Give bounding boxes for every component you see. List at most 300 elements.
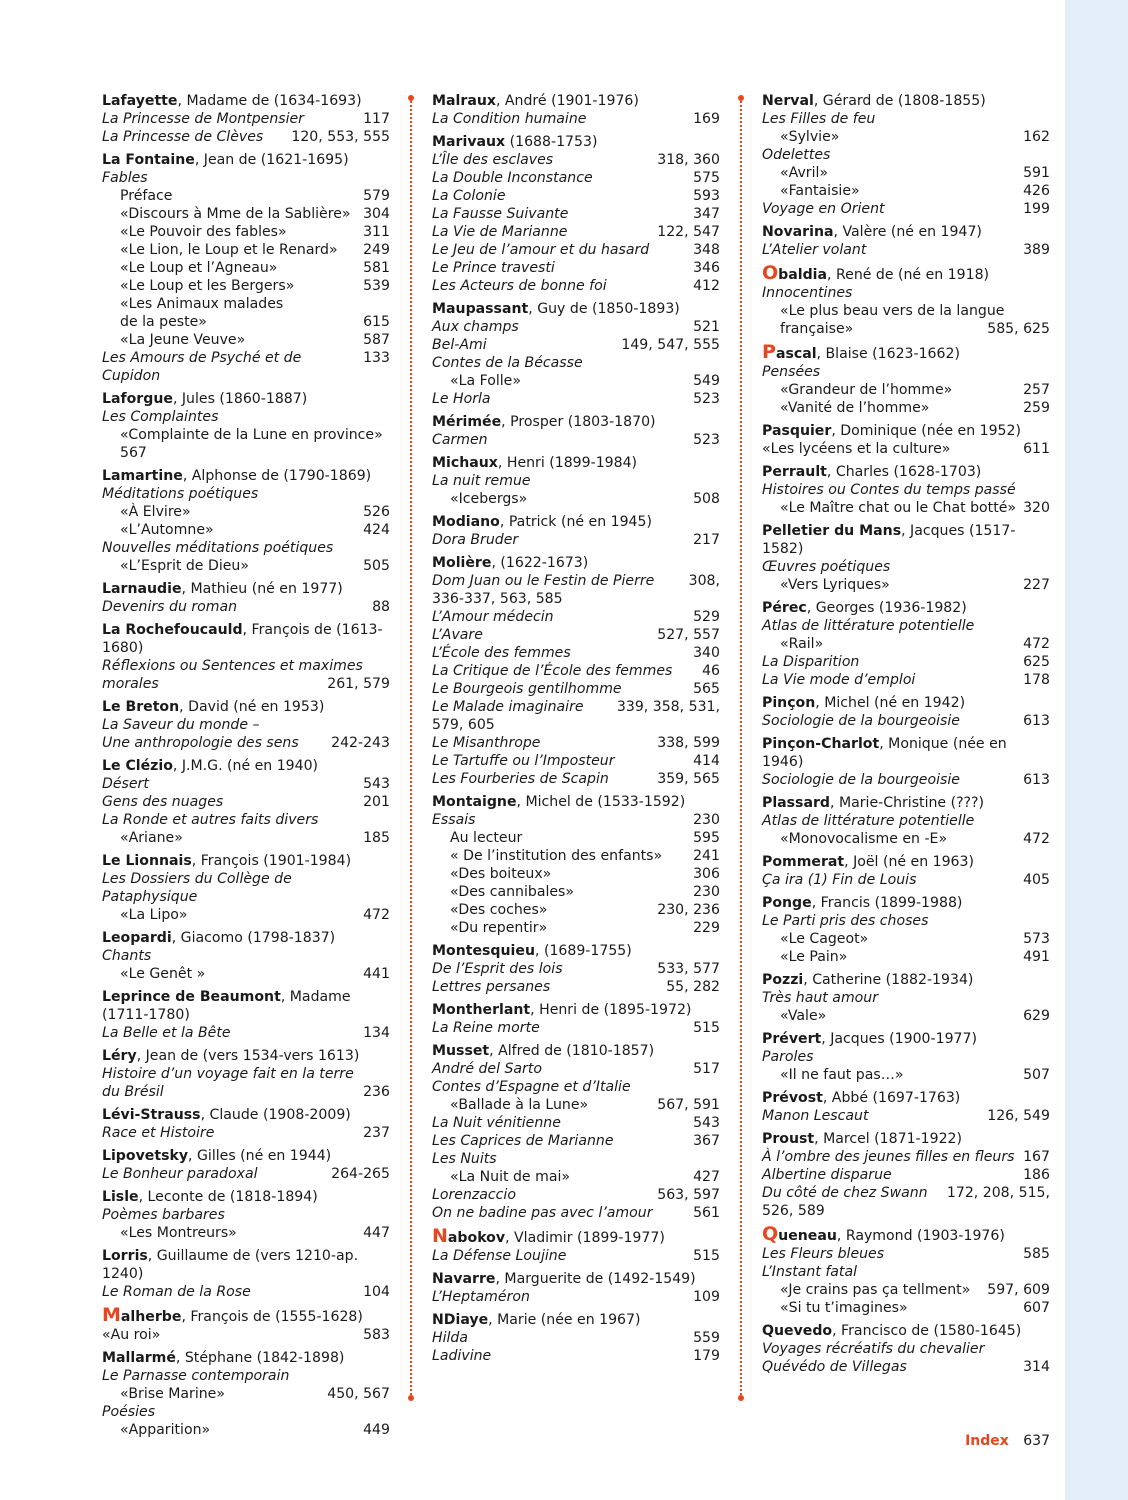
page-ref: 613 xyxy=(1023,713,1050,729)
index-line xyxy=(102,1065,390,1083)
index-line xyxy=(762,128,1050,146)
author-details: , Dominique (née en 1952) xyxy=(831,423,1021,439)
author-name: Pinçon xyxy=(762,695,816,711)
index-line xyxy=(762,712,1050,730)
sub-entry: «Le Maître chat ou le Chat botté» xyxy=(780,500,1017,516)
index-line xyxy=(762,164,1050,182)
section-initial: P xyxy=(762,341,776,363)
index-line xyxy=(762,576,1050,594)
work-title: Le Roman de la Rose xyxy=(102,1284,251,1300)
index-line xyxy=(432,336,720,354)
entry-heading xyxy=(102,1247,390,1283)
author-name: Quevedo xyxy=(762,1323,833,1339)
index-entry xyxy=(762,794,1050,848)
work-title: Albertine disparue xyxy=(762,1167,892,1183)
page-ref: 523 xyxy=(693,432,720,448)
entry-heading xyxy=(102,1188,390,1206)
index-line xyxy=(762,1202,1050,1220)
index-line xyxy=(102,187,390,205)
index-entry xyxy=(102,698,390,752)
section-initial: O xyxy=(762,262,779,284)
index-line xyxy=(102,1367,390,1385)
sub-entry: «La Nuit de mai» xyxy=(450,1169,570,1185)
page-ref: 134 xyxy=(363,1025,390,1041)
entry-heading xyxy=(762,1225,1050,1245)
page-ref: 169 xyxy=(693,111,720,127)
page-ref: 414 xyxy=(693,753,720,769)
sub-entry: «Le Genêt » xyxy=(120,966,206,982)
page-ref: 441 xyxy=(363,966,390,982)
index-entry xyxy=(762,599,1050,689)
sub-entry: «Le Pain» xyxy=(780,949,848,965)
author-name: Montesquieu xyxy=(432,943,535,959)
index-entry xyxy=(432,1270,720,1306)
work-title: La Saveur du monde – xyxy=(102,717,260,733)
entry-heading xyxy=(432,92,720,110)
author-details: , Jacques (1517-1582) xyxy=(762,523,1016,557)
page-ref: 585 xyxy=(1023,1246,1050,1262)
index-line xyxy=(762,1107,1050,1125)
work-title: Atlas de littérature potentielle xyxy=(762,618,975,634)
entry-heading xyxy=(432,1042,720,1060)
work-title: Chants xyxy=(102,948,152,964)
entry-heading xyxy=(102,1106,390,1124)
author-name: Navarre xyxy=(432,1271,496,1287)
work-title: Une anthropologie des sens xyxy=(102,735,299,751)
work-title: La Ronde et autres faits divers xyxy=(102,812,319,828)
sub-entry: «Des cannibales» xyxy=(450,884,575,900)
index-entry xyxy=(102,929,390,983)
author-name: La Rochefoucauld xyxy=(102,622,243,638)
author-name: Plassard xyxy=(762,795,830,811)
index-line xyxy=(102,408,390,426)
index-line xyxy=(102,557,390,575)
work-title: L’Île des esclaves xyxy=(432,152,554,168)
index-line xyxy=(762,635,1050,653)
page-ref: 611 xyxy=(1023,441,1050,457)
index-entry xyxy=(762,853,1050,889)
work-title: La Double Inconstance xyxy=(432,170,593,186)
index-line xyxy=(432,277,720,295)
author-name: Lafayette xyxy=(102,93,178,109)
work-title: La Colonie xyxy=(432,188,506,204)
author-details: , Monique (née en 1946) xyxy=(762,736,1007,770)
index-line xyxy=(432,770,720,788)
sub-entry: française» xyxy=(780,321,854,337)
index-entry xyxy=(102,390,390,462)
work-title: À l’ombre des jeunes filles en fleurs xyxy=(762,1149,1015,1165)
index-line xyxy=(432,1329,720,1347)
work-title: Bel-Ami xyxy=(432,337,487,353)
index-line xyxy=(432,1132,720,1150)
page-ref: 575 xyxy=(693,170,720,186)
author-details: , Vladimir (1899-1977) xyxy=(505,1230,665,1246)
index-entry xyxy=(102,621,390,693)
index-line xyxy=(102,349,390,385)
index-line xyxy=(102,485,390,503)
index-line xyxy=(432,1060,720,1078)
index-line xyxy=(102,734,390,752)
index-line xyxy=(432,883,720,901)
page-ref: 508 xyxy=(693,491,720,507)
entry-heading xyxy=(102,467,390,485)
work-title: Contes d’Espagne et d’Italie xyxy=(432,1079,631,1095)
sub-entry: «Icebergs» xyxy=(450,491,528,507)
sub-entry: «Avril» xyxy=(780,165,829,181)
index-entry xyxy=(762,343,1050,417)
index-line xyxy=(102,1283,390,1301)
page-ref: 533, 577 xyxy=(657,961,720,977)
author-details: , Giacomo (1798-1837) xyxy=(171,930,336,946)
work-title: Œuvres poétiques xyxy=(762,559,891,575)
index-line xyxy=(432,1150,720,1168)
page-ref: 55, 282 xyxy=(666,979,720,995)
sub-entry: Préface xyxy=(120,188,173,204)
line-text: 336-337, 563, 585 xyxy=(432,591,563,607)
page-ref: 587 xyxy=(363,332,390,348)
index-line xyxy=(102,947,390,965)
page-ref: 264-265 xyxy=(331,1166,390,1182)
page-ref: 346 xyxy=(693,260,720,276)
sub-entry: «Du repentir» xyxy=(450,920,548,936)
page-ref: 629 xyxy=(1023,1008,1050,1024)
index-line xyxy=(762,812,1050,830)
work-title: Aux champs xyxy=(432,319,519,335)
author-details: , Michel de (1533-1592) xyxy=(516,794,686,810)
index-line xyxy=(432,901,720,919)
index-entry xyxy=(102,580,390,616)
author-name: Nerval xyxy=(762,93,814,109)
index-line xyxy=(432,1168,720,1186)
page-ref: 109 xyxy=(693,1289,720,1305)
entry-heading xyxy=(762,971,1050,989)
index-line xyxy=(432,1019,720,1037)
index-line xyxy=(102,965,390,983)
page-ref: 186 xyxy=(1023,1167,1050,1183)
work-title: Poésies xyxy=(102,1404,156,1420)
entry-heading xyxy=(102,1306,390,1326)
column-divider xyxy=(740,97,742,1399)
sub-entry: «La Jeune Veuve» xyxy=(120,332,246,348)
page-ref: 517 xyxy=(693,1061,720,1077)
sub-entry: «L’Automne» xyxy=(120,522,214,538)
section-initial: Q xyxy=(762,1223,779,1245)
author-details: , Jean de (vers 1534-vers 1613) xyxy=(136,1048,360,1064)
index-entry xyxy=(102,757,390,847)
index-entry xyxy=(762,1130,1050,1220)
page-ref: 46 xyxy=(702,663,720,679)
page-ref: 359, 565 xyxy=(657,771,720,787)
work-title: La Vie de Marianne xyxy=(432,224,568,240)
author-details: , Gilles (né en 1944) xyxy=(188,1148,332,1164)
entry-heading xyxy=(432,300,720,318)
author-name: Le Lionnais xyxy=(102,853,192,869)
author-details: , Leconte de (1818-1894) xyxy=(138,1189,318,1205)
entry-heading xyxy=(102,698,390,716)
column-divider xyxy=(410,97,412,1399)
index-entry xyxy=(762,92,1050,218)
work-title: Les Caprices de Marianne xyxy=(432,1133,614,1149)
index-line xyxy=(102,657,390,675)
sub-entry: «Fantaisie» xyxy=(780,183,860,199)
index-entry xyxy=(102,467,390,575)
author-details: , François (1901-1984) xyxy=(191,853,352,869)
index-line xyxy=(432,151,720,169)
index-line xyxy=(432,1204,720,1222)
page-ref: 472 xyxy=(1023,831,1050,847)
index-line xyxy=(432,110,720,128)
index-line xyxy=(762,1148,1050,1166)
index-line xyxy=(102,906,390,924)
page-ref: 339, 358, 531, xyxy=(616,699,720,715)
work-title: Contes de la Bécasse xyxy=(432,355,583,371)
page-ref: 338, 599 xyxy=(657,735,720,751)
index-entry xyxy=(432,413,720,449)
entry-heading xyxy=(432,133,720,151)
work-title: L’Amour médecin xyxy=(432,609,554,625)
author-name: Prévert xyxy=(762,1031,822,1047)
work-title: morales xyxy=(102,676,159,692)
index-line xyxy=(762,399,1050,417)
author-name: Lamartine xyxy=(102,468,183,484)
author-name: Laforgue xyxy=(102,391,173,407)
index-line xyxy=(762,671,1050,689)
index-line xyxy=(762,110,1050,128)
sub-entry: «Le Cageot» xyxy=(780,931,869,947)
sub-entry: «Complainte de la Lune en province» xyxy=(120,427,383,443)
page-ref: 311 xyxy=(363,224,390,240)
author-details: , Marcel (1871-1922) xyxy=(814,1131,962,1147)
work-title: Voyages récréatifs du chevalier xyxy=(762,1341,985,1357)
page-ref: 241 xyxy=(693,848,720,864)
page-ref: 236 xyxy=(363,1084,390,1100)
index-line xyxy=(762,948,1050,966)
work-title: André del Sarto xyxy=(432,1061,543,1077)
sub-entry: «Le Lion, le Loup et le Renard» xyxy=(120,242,338,258)
index-entry xyxy=(432,92,720,128)
sub-entry: «Apparition» xyxy=(120,1422,211,1438)
page-ref: 249 xyxy=(363,242,390,258)
index-entry xyxy=(432,513,720,549)
index-line xyxy=(762,617,1050,635)
author-details: , Henri (1899-1984) xyxy=(497,455,638,471)
author-details: , Joël (né en 1963) xyxy=(844,854,974,870)
work-title: Ladivine xyxy=(432,1348,492,1364)
sub-entry: «Le plus beau vers de la langue xyxy=(780,303,1005,319)
index-entry xyxy=(762,894,1050,966)
sub-entry: «Si tu t’imagines» xyxy=(780,1300,908,1316)
author-details: , Jacques (1900-1977) xyxy=(821,1031,977,1047)
index-entry xyxy=(102,1247,390,1301)
author-details: , Alfred de (1810-1857) xyxy=(489,1043,655,1059)
work-title: Les Amours de Psyché et de Cupidon xyxy=(102,350,302,384)
index-entry xyxy=(102,1106,390,1142)
work-title: Atlas de littérature potentielle xyxy=(762,813,975,829)
author-name: Mallarmé xyxy=(102,1350,176,1366)
index-line xyxy=(762,1066,1050,1084)
index-line xyxy=(432,372,720,390)
index-line xyxy=(432,205,720,223)
page-ref: 412 xyxy=(693,278,720,294)
index-line xyxy=(762,1263,1050,1281)
work-title: La Disparition xyxy=(762,654,860,670)
author-name: Pozzi xyxy=(762,972,804,988)
page-ref: 172, 208, 515, xyxy=(946,1185,1050,1201)
author-name: Modiano xyxy=(432,514,500,530)
author-details: , Valère (né en 1947) xyxy=(833,224,982,240)
work-title: Le Misanthrope xyxy=(432,735,541,751)
index-line xyxy=(102,675,390,693)
author-details: , Catherine (1882-1934) xyxy=(803,972,974,988)
index-line xyxy=(102,793,390,811)
page-ref: 367 xyxy=(693,1133,720,1149)
line-text: «Au roi» xyxy=(102,1327,161,1343)
work-title: La Vie mode d’emploi xyxy=(762,672,916,688)
work-title: Le Jeu de l’amour et du hasard xyxy=(432,242,650,258)
index-line xyxy=(102,205,390,223)
index-line xyxy=(102,1421,390,1439)
page-ref: 625 xyxy=(1023,654,1050,670)
work-title: Gens des nuages xyxy=(102,794,224,810)
page-ref: 304 xyxy=(363,206,390,222)
section-initial: N xyxy=(432,1225,448,1247)
line-text: 579, 605 xyxy=(432,717,495,733)
page-ref: 526 xyxy=(363,504,390,520)
page-ref: 449 xyxy=(363,1422,390,1438)
index-line xyxy=(432,590,720,608)
sub-entry: «À Elvire» xyxy=(120,504,191,520)
author-details: , Gérard de (1808-1855) xyxy=(813,93,986,109)
work-title: De l’Esprit des lois xyxy=(432,961,563,977)
index-entry xyxy=(432,1042,720,1222)
index-line xyxy=(432,241,720,259)
sub-entry: «Sylvie» xyxy=(780,129,840,145)
page-ref: 607 xyxy=(1023,1300,1050,1316)
entry-heading xyxy=(432,1270,720,1288)
author-name: Ponge xyxy=(762,895,812,911)
page-ref: 340 xyxy=(693,645,720,661)
work-title: Les Filles de feu xyxy=(762,111,876,127)
page-ref: 507 xyxy=(1023,1067,1050,1083)
index-line xyxy=(762,653,1050,671)
work-title: Très haut amour xyxy=(762,990,879,1006)
index-entry xyxy=(432,793,720,937)
page-ref: 88 xyxy=(372,599,390,615)
sub-entry: «Je crains pas ça tellment» xyxy=(780,1282,971,1298)
index-entry xyxy=(102,988,390,1042)
page-ref: 427 xyxy=(693,1169,720,1185)
sub-entry: «Discours à Mme de la Sablière» xyxy=(120,206,351,222)
line-text: «Les lycéens et la culture» xyxy=(762,441,951,457)
index-line xyxy=(102,1083,390,1101)
page-ref: 308, xyxy=(688,573,720,589)
sub-entry: 567 xyxy=(120,445,147,461)
index-line xyxy=(762,481,1050,499)
page-ref: 591 xyxy=(1023,165,1050,181)
index-line xyxy=(102,1206,390,1224)
index-entry xyxy=(762,971,1050,1025)
work-title: Paroles xyxy=(762,1049,814,1065)
index-line xyxy=(432,318,720,336)
section-initial: M xyxy=(102,1304,121,1326)
work-title: Histoire d’un voyage fait en la terre xyxy=(102,1066,354,1082)
author-details: , Patrick (né en 1945) xyxy=(499,514,652,530)
page-ref: 347 xyxy=(693,206,720,222)
author-name: Lisle xyxy=(102,1189,139,1205)
index-line xyxy=(762,440,1050,458)
page-ref: 201 xyxy=(363,794,390,810)
index-line xyxy=(432,490,720,508)
author-details: , Alphonse de (1790-1869) xyxy=(182,468,372,484)
author-details: , Michel (né en 1942) xyxy=(815,695,966,711)
author-details: , Marguerite de (1492-1549) xyxy=(495,1271,696,1287)
page-ref: 320 xyxy=(1023,500,1050,516)
page-ref: 237 xyxy=(363,1125,390,1141)
page-ref: 515 xyxy=(693,1248,720,1264)
author-details: , André (1901-1976) xyxy=(495,93,639,109)
page-ref: 567, 591 xyxy=(657,1097,720,1113)
author-name: Lévi-Strauss xyxy=(102,1107,201,1123)
index-line xyxy=(432,187,720,205)
entry-heading xyxy=(102,1349,390,1367)
entry-heading xyxy=(432,942,720,960)
work-title: Le Horla xyxy=(432,391,491,407)
index-line xyxy=(432,390,720,408)
index-line xyxy=(432,1186,720,1204)
page-ref: 230, 236 xyxy=(657,902,720,918)
author-name: Mérimée xyxy=(432,414,502,430)
index-line xyxy=(102,444,390,462)
work-title: Dora Bruder xyxy=(432,532,519,548)
page-footer xyxy=(965,1432,1050,1450)
page-ref: 543 xyxy=(693,1115,720,1131)
index-line xyxy=(762,871,1050,889)
work-title: Les Fleurs bleues xyxy=(762,1246,885,1262)
index-entry xyxy=(102,852,390,924)
author-details: , Raymond (1903-1976) xyxy=(836,1228,1005,1244)
index-line xyxy=(762,200,1050,218)
entry-heading xyxy=(432,513,720,531)
index-entry xyxy=(432,454,720,508)
index-entry xyxy=(102,1147,390,1183)
sub-entry: «Monovocalisme en -E» xyxy=(780,831,948,847)
page-ref: 426 xyxy=(1023,183,1050,199)
index-line xyxy=(102,277,390,295)
index-line xyxy=(102,1124,390,1142)
page-ref: 306 xyxy=(693,866,720,882)
entry-heading xyxy=(762,894,1050,912)
work-title: Histoires ou Contes du temps passé xyxy=(762,482,1016,498)
author-details: , Francisco de (1580-1645) xyxy=(832,1323,1022,1339)
index-line xyxy=(762,1299,1050,1317)
index-line xyxy=(102,1385,390,1403)
index-line xyxy=(432,698,720,716)
sub-entry: «Des coches» xyxy=(450,902,548,918)
index-line xyxy=(102,539,390,557)
author-details: , Guillaume de (vers 1210-ap. 1240) xyxy=(102,1248,359,1282)
author-details: (1688-1753) xyxy=(505,134,598,150)
work-title: Le Malade imaginaire xyxy=(432,699,584,715)
entry-heading xyxy=(102,1047,390,1065)
author-name: Prévost xyxy=(762,1090,823,1106)
sub-entry: «Vanité de l’homme» xyxy=(780,400,930,416)
entry-heading xyxy=(762,343,1050,363)
work-title: Lettres persanes xyxy=(432,979,551,995)
index-line xyxy=(432,662,720,680)
index-line xyxy=(102,259,390,277)
work-title: L’Avare xyxy=(432,627,483,643)
entry-heading xyxy=(102,757,390,775)
